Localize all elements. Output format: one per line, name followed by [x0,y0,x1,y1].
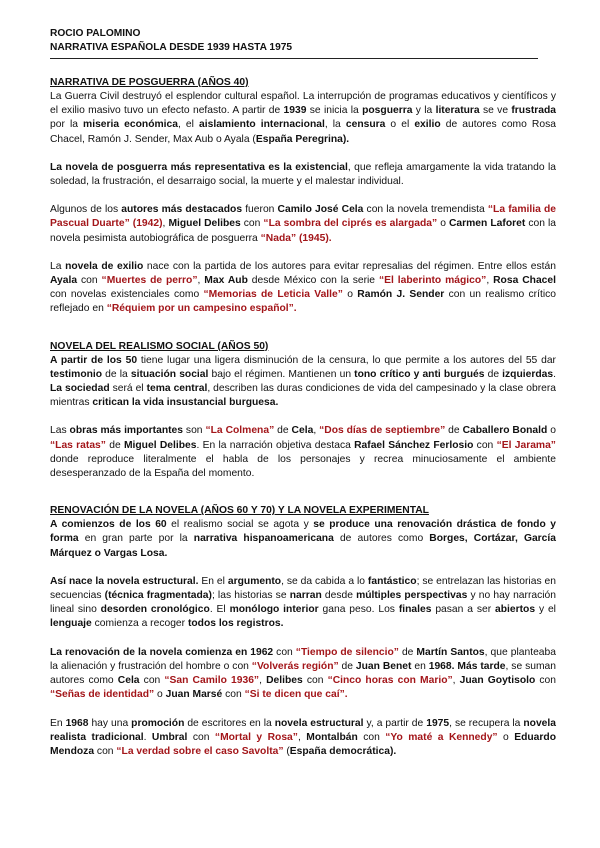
emphasis-text: Ramón J. Sender [357,289,445,301]
work-title: “Muertes de perro” [101,275,198,287]
section-title: NOVELA DEL REALISMO SOCIAL (AÑOS 50) [50,340,269,352]
text-run: con [240,218,264,230]
emphasis-text: todos los registros. [187,618,284,630]
text-run: desde [321,590,357,602]
text-run: , [297,731,307,743]
emphasis-text: promoción [131,717,185,729]
text-run: se ve [479,105,512,117]
emphasis-text: frustrada [511,105,557,117]
text-run: ( [283,745,290,757]
text-run: de [105,439,124,451]
emphasis-text: Carmen Laforet [448,218,526,230]
text-run: hay una [88,717,132,729]
emphasis-text: Miguel Delibes [123,439,197,451]
emphasis-text: Más tarde [457,660,506,672]
emphasis-text: Rafael Sánchez Ferlosio [354,439,474,451]
section-posguerra [50,76,556,317]
text-run: son [183,425,206,437]
text-run: de [398,646,417,658]
text-run: , que refleja amargamente la vida tratando la soledad, la frustración, el desarraigo social, la muerte y el malestar individual. [50,161,556,188]
emphasis-text: literatura [435,105,480,117]
text-run: , que planteaba la alienación y frustración del hombre o con [50,646,556,672]
text-run: de autores como Rosa Chacel, Ramón J. Sender, Max Aub o Ayala ( [50,119,556,145]
emphasis-text: miseria económica [83,119,178,131]
work-title: “Cinco horas con Mario” [327,675,453,687]
work-title: “San Camilo 1936” [164,675,260,687]
work-title: “La familia de Pascual Duarte” (1942) [50,204,557,230]
paragraph [50,161,556,189]
text-run: con [139,675,165,687]
text-run: y, a partir de [363,717,427,729]
text-run: de la [102,368,131,380]
work-title: “Volverás región” [251,660,339,672]
emphasis-text: novela de exilio [65,260,144,272]
text-run: con [473,439,497,451]
emphasis-text: se produce una renovación drástica de fondo y forma [50,519,556,545]
work-title: “Réquiem por un campesino español”. [106,303,297,315]
text-run: Algunos de los [50,204,122,216]
emphasis-text: Eduardo Mendoza [50,731,556,757]
emphasis-text: A comienzos de los 60 [50,519,167,531]
paragraph [50,717,556,760]
emphasis-text: Caballero Bonald [462,425,548,437]
text-run: y el [535,604,556,616]
work-title: “El laberinto mágico” [378,275,487,287]
paragraph [50,354,556,411]
text-run: , la [324,119,346,131]
section-realismo-social [50,340,556,482]
work-title: “Tiempo de silencio” [295,646,399,658]
emphasis-text: lenguaje [50,618,92,630]
text-run: , describen las duras condiciones de vida del campesinado y la clase obrera mientras [50,383,557,409]
text-run: de autores como [333,533,430,545]
emphasis-text: La renovación de la novela comienza en 1962 [50,646,274,658]
text-run: , [162,218,169,230]
emphasis-text: Max Aub [204,275,248,287]
emphasis-text: Montalbán [306,731,358,743]
text-run: con [273,646,296,658]
text-run: y no hay narración lineal sino [50,590,556,616]
emphasis-text: autores más destacados [121,204,243,216]
text-run: fueron [242,204,278,216]
text-run: el realismo social se agota y [166,519,314,531]
paragraph [50,203,556,246]
work-title: “La verdad sobre el caso Savolta” [116,745,284,757]
emphasis-text: Así nace la novela estructural. [50,575,199,587]
emphasis-text: Cela [291,425,314,437]
emphasis-text: finales [398,604,432,616]
text-run: , se suman autores como [50,660,556,687]
emphasis-text: España democrática). [289,745,397,757]
text-run: o [154,689,166,701]
text-run: pasan a ser [431,604,496,616]
emphasis-text: desorden cronológico [100,604,210,616]
work-title: “La Colmena” [205,425,275,437]
text-run: desde México con la serie [247,275,379,287]
text-run: o [547,425,556,437]
text-run: En el [198,575,228,587]
text-run: donde reproduce literalmente el habla de los personajes y recrea minuciosamente el ambiente desesperanzado de la España del momento. [50,453,556,480]
emphasis-text: izquierdas [502,368,554,380]
text-run: con [94,745,117,757]
emphasis-text: Martín Santos [416,646,485,658]
emphasis-text: posguerra [362,105,413,117]
work-title: “Dos días de septiembre” [319,425,446,437]
paragraph [50,575,556,632]
author-name: ROCIO PALOMINO [50,28,141,39]
work-title: “Yo maté a Kennedy” [385,731,498,743]
emphasis-text: Delibes [266,675,303,687]
text-run: , el [177,119,200,131]
text-run: , [197,275,205,287]
text-run: , [313,425,320,437]
text-run: de [338,660,356,672]
emphasis-text: (técnica fragmentada) [104,590,212,602]
text-run: y la [412,105,436,117]
paragraph [50,518,556,561]
text-run: Las [50,425,70,437]
emphasis-text: Borges, Cortázar, García Márquez o Vargas Losa. [50,533,556,559]
text-run: en gran parte por la [78,533,194,545]
text-run: nace con la partida de los autores para evitar represalias del régimen. Entre ellos están [143,260,556,272]
text-run: con un realismo crítico reflejado en [50,289,556,315]
emphasis-text: situación social [130,368,209,380]
emphasis-text: exilio [414,119,441,131]
emphasis-text: España Peregrina). [255,133,350,145]
emphasis-text: abiertos [495,604,536,616]
work-title: “Las ratas” [50,439,106,451]
emphasis-text: Rosa Chacel [493,275,556,287]
work-title: “Nada” (1945). [260,232,332,244]
emphasis-text: critican la vida insustancial burguesa. [92,397,279,409]
text-run: con [302,675,328,687]
text-run: o [437,218,449,230]
text-run: con [222,689,245,701]
paragraph [50,424,556,481]
emphasis-text: tema central [146,383,208,395]
text-run: o [497,731,515,743]
paragraph [50,646,556,703]
work-title: “El Jarama” [496,439,556,451]
text-run: La Guerra Civil destruyó el esplendor cultural español. La interrupción de programas educativos y científicos y el exilio masivo tuvo un efecto nefasto. A partir de [50,91,556,117]
text-run: por la [50,119,84,131]
section-title: NARRATIVA DE POSGUERRA (AÑOS 40) [50,77,249,88]
text-run: , [452,675,460,687]
emphasis-text: monólogo interior [229,604,319,616]
emphasis-text: aislamiento internacional [199,119,325,131]
emphasis-text: 1968. [428,660,455,672]
text-run: En [50,717,66,729]
text-run: , [486,275,494,287]
text-run: o el [385,119,415,131]
text-run: con la novela tremendista [363,204,488,216]
text-run: con novelas existenciales como [50,289,204,301]
text-run: . [143,731,152,743]
text-run: con la novela pesimista autobiográfica de posguerra [50,218,556,244]
work-title: “La sombra del ciprés es alargada” [263,218,438,230]
text-run: se inicia la [306,105,363,117]
emphasis-text: 1939 [283,105,307,117]
text-run: con [535,675,556,687]
emphasis-text: novela estructural [274,717,364,729]
text-run: ; se entrelazan las historias en secuencias [50,575,556,602]
work-title: “Mortal y Rosa” [214,731,298,743]
document-subject: NARRATIVA ESPAÑOLA DESDE 1939 HASTA 1975 [50,42,293,53]
text-run: ; las historias se [211,590,290,602]
text-run: de escritores en la [184,717,275,729]
text-run: . El [209,604,230,616]
text-run: gana peso. Los [318,604,399,616]
text-run: bajo el régimen. Mantienen un [208,368,355,380]
emphasis-text: argumento [227,575,282,587]
emphasis-text: 1968 [65,717,89,729]
work-title: “Si te dicen que caí”. [244,689,348,701]
emphasis-text: tono crítico y anti burgués [354,368,485,380]
text-run: o [342,289,358,301]
emphasis-text: testimonio [50,368,103,380]
paragraph [50,260,556,317]
emphasis-text: Juan Goytisolo [459,675,536,687]
emphasis-text: obras más importantes [69,425,183,437]
emphasis-text: Miguel Delibes [168,218,241,230]
text-run: tiene lugar una ligera disminución de la censura, lo que permite a los autores del 55 dar [137,354,556,366]
text-run: será el [109,383,147,395]
emphasis-text: Juan Marsé [165,689,223,701]
emphasis-text: Umbral [151,731,188,743]
emphasis-text: censura [345,119,386,131]
emphasis-text: Camilo José Cela [277,204,364,216]
text-run: en [411,660,429,672]
text-run: , se da cabida a lo [281,575,368,587]
text-run: . En la narración objetiva destaca [196,439,355,451]
text-run: con [187,731,215,743]
section-title: RENOVACIÓN DE LA NOVELA (AÑOS 60 Y 70) Y LA NOVELA EXPERIMENTAL [50,505,429,517]
work-title: “Memorias de Leticia Valle” [203,289,343,301]
emphasis-text: fantástico [367,575,417,587]
emphasis-text: Juan Benet [355,660,412,672]
emphasis-text: A partir de los 50 [50,354,138,366]
emphasis-text: La sociedad [50,383,110,395]
emphasis-text: narran [289,590,322,602]
document-page [50,27,556,759]
text-run: de [445,425,463,437]
text-run: . [553,368,556,380]
text-run: , [259,675,267,687]
text-run: con [357,731,386,743]
emphasis-text: Ayala [50,275,78,287]
emphasis-text: novela realista tradicional [50,717,556,743]
emphasis-text: múltiples perspectivas [356,590,468,602]
emphasis-text: 1975 [426,717,450,729]
section-renovacion [50,504,556,759]
header-divider [50,58,538,59]
text-run: de [484,368,503,380]
text-run: comienza a recoger [91,618,188,630]
paragraph [50,90,556,147]
text-run: , se recupera la [449,717,524,729]
work-title: “Señas de identidad” [50,689,155,701]
emphasis-text: Cela [117,675,140,687]
emphasis-text: narrativa hispanoamericana [193,533,334,545]
emphasis-text: La novela de posguerra más representativa es la existencial [50,161,348,173]
text-run: con [77,275,102,287]
text-run: La [50,260,66,272]
text-run: de [274,425,292,437]
